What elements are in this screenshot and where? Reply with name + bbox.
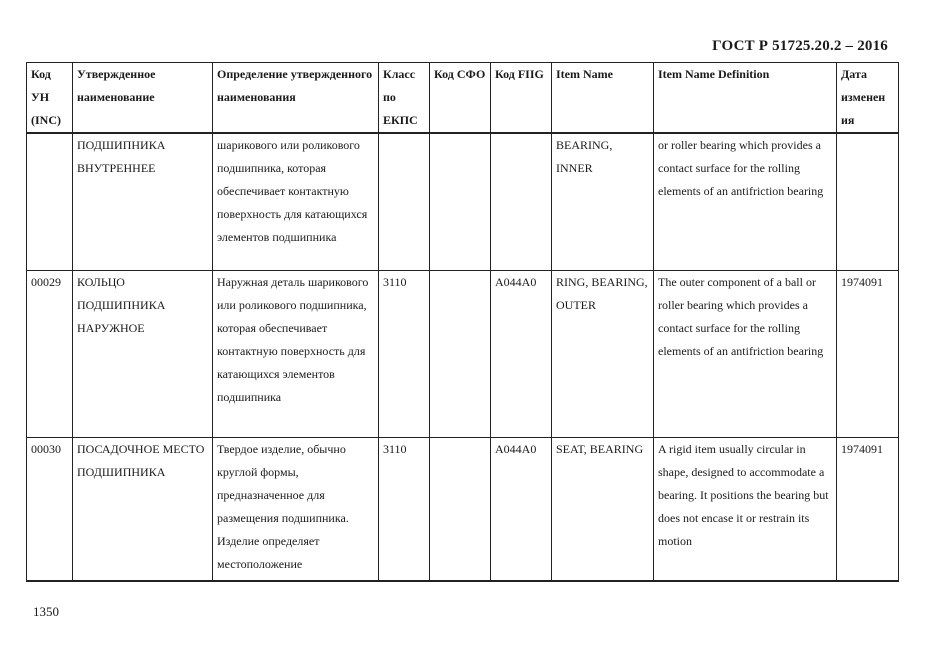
cell-fiig-code: A044A0: [491, 437, 552, 581]
cell-ekps-class: [379, 133, 430, 270]
cell-inc: 00030: [27, 437, 73, 581]
cell-inc: [27, 133, 73, 270]
cell-item-name: BEARING, INNER: [552, 133, 654, 270]
cell-sfo-code: [430, 437, 491, 581]
column-header-fiig-code: Код FIIG: [491, 63, 552, 134]
column-header-item-name: Item Name: [552, 63, 654, 134]
cell-item-name-definition: or roller bearing which provides a contact surface for the rolling elements of an antifriction bearing: [654, 133, 837, 270]
column-header-definition: Определение утвержденного наименования: [213, 63, 379, 134]
cell-sfo-code: [430, 133, 491, 270]
cell-item-name: SEAT, BEARING: [552, 437, 654, 581]
cell-change-date: 1974091: [837, 270, 899, 437]
document-standard-header: ГОСТ Р 51725.20.2 – 2016: [712, 38, 888, 54]
cell-ekps-class: 3110: [379, 270, 430, 437]
cell-approved-name: ПОДШИПНИКА ВНУТРЕННЕЕ: [73, 133, 213, 270]
cell-fiig-code: [491, 133, 552, 270]
table-row: [27, 270, 899, 437]
cell-ekps-class: 3110: [379, 437, 430, 581]
cell-definition: Наружная деталь шарикового или роликового подшипника, которая обеспечивает контактную поверхность для катающихся элементов подшипника: [213, 270, 379, 437]
table-row: [27, 437, 899, 581]
cell-approved-name: ПОСАДОЧНОЕ МЕСТО ПОДШИПНИКА: [73, 437, 213, 581]
cell-fiig-code: A044A0: [491, 270, 552, 437]
column-header-item-name-definition: Item Name Definition: [654, 63, 837, 134]
cell-approved-name: КОЛЬЦО ПОДШИПНИКА НАРУЖНОЕ: [73, 270, 213, 437]
cell-item-name-definition: A rigid item usually circular in shape, designed to accommodate a bearing. It positions the bearing but does not encase it or restrain its motion: [654, 437, 837, 581]
column-header-sfo-code: Код СФО: [430, 63, 491, 134]
cell-sfo-code: [430, 270, 491, 437]
table-row: [27, 133, 899, 270]
cell-item-name: RING, BEARING, OUTER: [552, 270, 654, 437]
cell-definition: шарикового или роликового подшипника, которая обеспечивает контактную поверхность для катающихся элементов подшипника: [213, 133, 379, 270]
cell-item-name-definition: The outer component of a ball or roller bearing which provides a contact surface for the rolling elements of an antifriction bearing: [654, 270, 837, 437]
column-header-approved-name: Утвержденное наименование: [73, 63, 213, 134]
cell-definition: Твердое изделие, обычно круглой формы, предназначенное для размещения подшипника. Изделие определяет местоположение: [213, 437, 379, 581]
cell-inc: 00029: [27, 270, 73, 437]
column-header-change-date: Дата изменен ия: [837, 63, 899, 134]
cell-change-date: [837, 133, 899, 270]
column-header-inc: Код УН (INC): [27, 63, 73, 134]
cell-change-date: 1974091: [837, 437, 899, 581]
table-header-row: [27, 63, 899, 134]
column-header-ekps-class: Класс по ЕКПС: [379, 63, 430, 134]
page-number: 1350: [33, 604, 59, 619]
nomenclature-table: [26, 62, 899, 582]
